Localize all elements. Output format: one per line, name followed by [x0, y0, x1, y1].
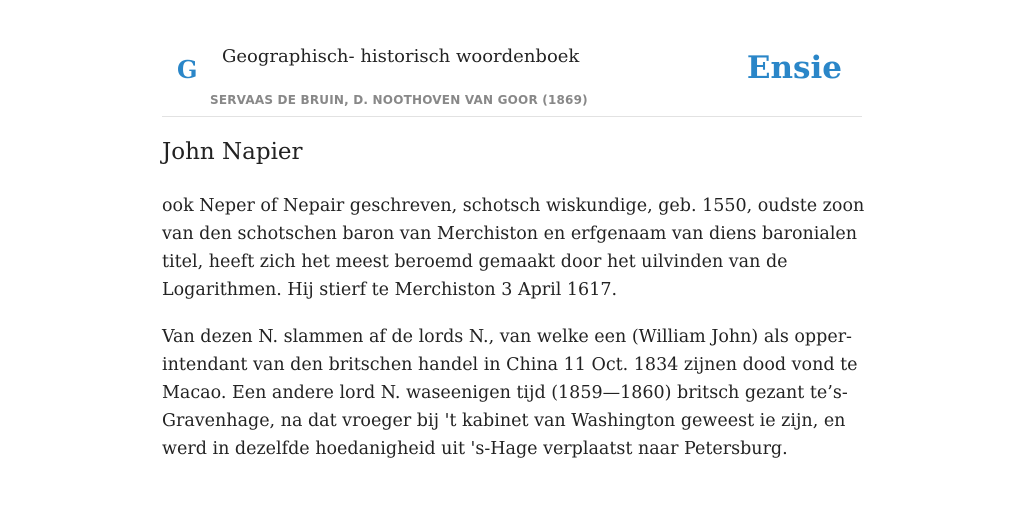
- book-author: SERVAAS DE BRUIN, D. NOOTHOVEN VAN GOOR (1869): [210, 93, 588, 107]
- book-header: [162, 0, 862, 117]
- entry-paragraph: Van dezen N. slammen af de lords N., van welke een (William John) als opper-intendant van den britschen handel in China 11 Oct. 1834 zijnen dood vond te Macao. Een andere lord N. waseenigen tijd (1859—1860) britsch gezant te’s-Gravenhage, na dat vroeger bij 't kabinet van Washington geweest ie zijn, en werd in dezelfde hoedanigheid uit 's-Hage verplaatst naar Petersburg.: [162, 327, 858, 459]
- entry-paragraph: ook Neper of Nepair geschreven, schotsch wiskundige, geb. 1550, oudste zoon van den schotschen baron van Merchiston en erfgenaam van diens baronialen titel, heeft zich het meest beroemd gemaakt door het uilvinden van de Logarithmen. Hij stierf te Merchiston 3 April 1617.: [162, 196, 865, 300]
- book-logo-icon[interactable]: G: [177, 55, 198, 84]
- entry-body: [162, 192, 867, 482]
- ensie-logo[interactable]: Ensie: [746, 50, 842, 86]
- entry-title: John Napier: [162, 139, 303, 165]
- book-title[interactable]: Geographisch- historisch woordenboek: [222, 46, 580, 67]
